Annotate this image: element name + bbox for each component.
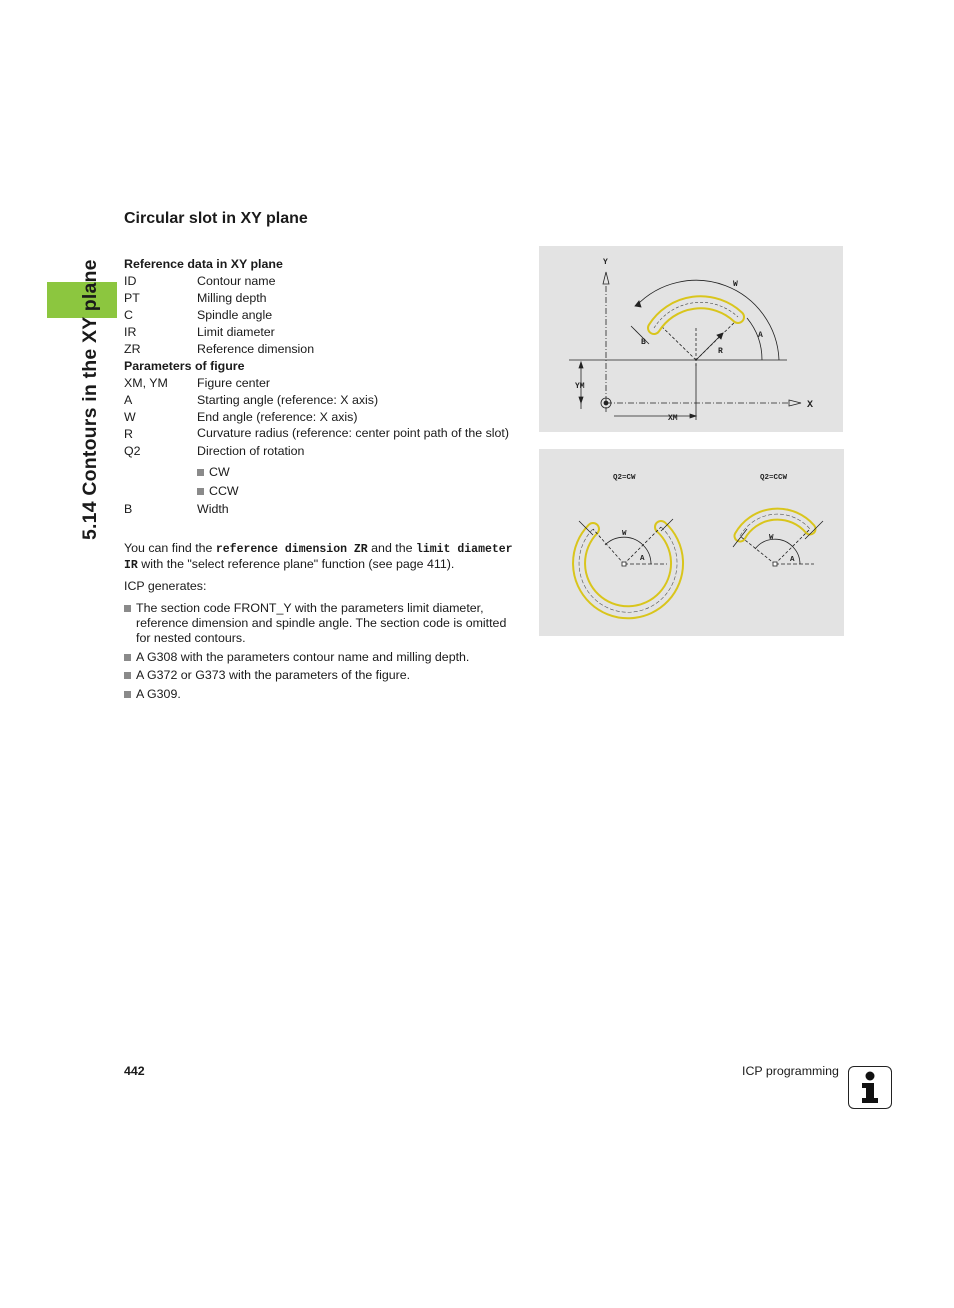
param-value: Width <box>197 502 229 516</box>
figure-slot-parameters <box>539 246 843 432</box>
param-row <box>124 426 524 443</box>
label-a-cw: A <box>640 555 645 563</box>
param-key: ZR <box>124 342 141 356</box>
bullet-square-icon <box>197 469 204 476</box>
param-value: Direction of rotation <box>197 444 305 458</box>
label-x: X <box>807 400 814 411</box>
label-r: R <box>718 347 723 356</box>
param-key: IR <box>124 325 137 339</box>
param-key: B <box>124 502 133 516</box>
q2-option <box>197 482 524 501</box>
list-item <box>124 687 524 702</box>
list-item <box>124 601 524 646</box>
param-row <box>124 341 524 358</box>
param-value: Milling depth <box>197 291 267 305</box>
param-row <box>124 501 524 518</box>
param-value: Reference dimension <box>197 342 315 356</box>
list-item <box>124 650 524 665</box>
param-key: R <box>124 427 133 441</box>
chapter-side-title-text: 5.14 Contours in the XY plane <box>79 259 101 540</box>
param-key: W <box>124 410 136 424</box>
label-b: B <box>641 338 646 347</box>
label-q2-ccw: Q2=CCW <box>760 474 788 482</box>
figure-rotation-direction-drawing <box>539 449 844 636</box>
info-icon-glyph <box>849 1067 890 1107</box>
q2-option-label: CCW <box>209 484 239 498</box>
param-key: A <box>124 393 133 407</box>
note-text: and the <box>371 541 413 555</box>
param-row <box>124 290 524 307</box>
param-row <box>124 273 524 290</box>
section-heading: Circular slot in XY plane <box>124 210 308 227</box>
label-w-cw: W <box>622 530 627 538</box>
footer-chapter: ICP programming <box>742 1064 839 1078</box>
param-value: Contour name <box>197 274 276 288</box>
param-row <box>124 307 524 324</box>
note-code: reference dimension ZR <box>215 543 368 556</box>
list-item-text: A G308 with the parameters contour name and milling depth. <box>136 650 470 664</box>
param-key: Q2 <box>124 444 141 458</box>
info-icon <box>848 1066 892 1109</box>
label-q2-cw: Q2=CW <box>613 474 636 482</box>
bullet-square-icon <box>197 488 204 495</box>
param-row <box>124 443 524 460</box>
list-item <box>124 668 524 683</box>
page-number: 442 <box>124 1064 145 1078</box>
bullet-square-icon <box>124 605 131 612</box>
reference-data-heading: Reference data in XY plane <box>124 257 283 271</box>
label-y: Y <box>603 258 608 267</box>
param-value: End angle (reference: X axis) <box>197 410 358 424</box>
param-key: C <box>124 308 133 322</box>
param-key: PT <box>124 291 140 305</box>
reference-note <box>124 541 524 573</box>
note-text: with the "select reference plane" function (see page 411). <box>141 557 455 571</box>
label-w: W <box>733 280 738 289</box>
param-row <box>124 375 524 392</box>
label-xm: XM <box>668 414 678 423</box>
q2-option-label: CW <box>209 465 230 479</box>
figure-slot-parameters-drawing <box>539 246 843 432</box>
note-code: limit diameter IR <box>124 543 513 572</box>
bullet-square-icon <box>124 672 131 679</box>
bullet-square-icon <box>124 691 131 698</box>
generates-list <box>124 601 524 702</box>
param-value: Curvature radius (reference: center point path of the slot) <box>197 426 509 440</box>
param-value: Spindle angle <box>197 308 273 322</box>
label-a: A <box>758 331 763 340</box>
note-text: You can find the <box>124 541 213 555</box>
figure-params-heading: Parameters of figure <box>124 359 245 373</box>
q2-options <box>197 463 524 501</box>
bullet-square-icon <box>124 654 131 661</box>
param-value: Limit diameter <box>197 325 275 339</box>
param-key: ID <box>124 274 137 288</box>
q2-option <box>197 463 524 482</box>
label-a-ccw: A <box>790 556 795 564</box>
param-row <box>124 392 524 409</box>
param-row <box>124 409 524 426</box>
param-value: Starting angle (reference: X axis) <box>197 393 379 407</box>
figure-rotation-direction <box>539 449 844 636</box>
label-ym: YM <box>575 382 585 391</box>
param-key: XM, YM <box>124 376 168 390</box>
generates-intro: ICP generates: <box>124 579 207 593</box>
list-item-text: The section code FRONT_Y with the parameters limit diameter, reference dimension and spindle angle. The section code is omitted for nested contours. <box>136 601 507 645</box>
param-row <box>124 324 524 341</box>
param-value: Figure center <box>197 376 271 390</box>
parameter-list <box>124 256 524 518</box>
list-item-text: A G372 or G373 with the parameters of the figure. <box>136 668 411 682</box>
label-w-ccw: W <box>769 534 774 542</box>
list-item-text: A G309. <box>136 687 181 701</box>
